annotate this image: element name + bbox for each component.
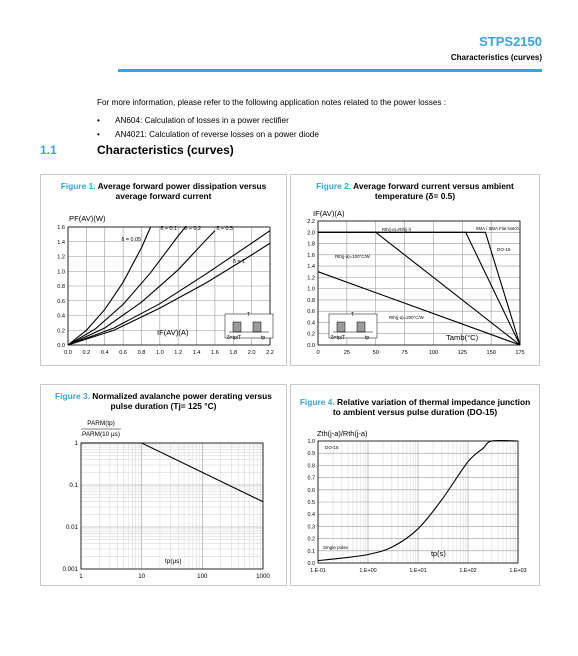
x-tick-label: 1.E+03: [509, 568, 527, 574]
y-tick-label: 1: [74, 440, 78, 447]
figure-2-number: Figure 2.: [316, 181, 352, 191]
curve-label: DO-15: [325, 445, 339, 450]
y-tick-label: 0.5: [307, 500, 315, 506]
figure-1-panel: [40, 174, 287, 366]
x-tick-label: 1: [79, 573, 83, 580]
figure-1-chart: [41, 175, 286, 365]
x-axis-title: tp(s): [431, 549, 446, 558]
pulse-formula-label: δ=tp/T: [331, 335, 346, 341]
y-axis-title-denominator: PARM(10 µs): [81, 431, 121, 438]
pulse-formula-label: δ=tp/T: [227, 335, 242, 341]
pulse-block: [233, 322, 241, 332]
x-tick-label: 0.0: [64, 350, 72, 356]
y-tick-label: 0.6: [307, 309, 315, 316]
section-title: Characteristics (curves): [97, 143, 234, 157]
figure-3-chart: [41, 385, 286, 585]
y-tick-label: 0.0: [307, 561, 315, 567]
figure-4-chart: [291, 385, 539, 585]
figure-4-number: Figure 4.: [299, 397, 335, 407]
x-tick-label: 1.E+02: [459, 568, 477, 574]
figure-4-title-line2: to ambient versus pulse duration (DO-15): [332, 407, 498, 417]
x-tick-label: 100: [428, 350, 439, 356]
curve-label: SMA / SMA Flat Notch: [475, 226, 519, 231]
y-tick-label: 1.0: [307, 286, 315, 293]
x-tick-label: 1.4: [192, 350, 201, 356]
pulse-block: [337, 322, 345, 332]
y-axis-title-numerator: PARM(tp): [87, 420, 115, 427]
pulse-block: [357, 322, 365, 332]
y-tick-label: 2.2: [307, 219, 315, 225]
y-tick-label: 0.8: [57, 284, 65, 290]
y-tick-label: 0.9: [307, 451, 315, 458]
figure-3-number: Figure 3.: [55, 391, 90, 401]
y-tick-label: 0.6: [307, 487, 315, 494]
x-tick-label: 50: [372, 350, 379, 356]
x-tick-label: 1.E+01: [409, 568, 427, 574]
x-tick-label: 2.0: [247, 350, 256, 356]
x-axis-title: tp(µs): [165, 558, 182, 565]
x-tick-label: 25: [343, 350, 350, 356]
figure-2-title-line1: Average forward current versus ambient: [353, 181, 514, 191]
y-axis-title: IF(AV)(A): [313, 209, 345, 218]
y-tick-label: 0.01: [65, 524, 78, 531]
intro-paragraph: For more information, please refer to the following application notes related to the power losses :: [97, 98, 447, 107]
y-tick-label: 1.0: [57, 269, 65, 276]
y-tick-label: 0.4: [307, 320, 315, 327]
x-tick-label: 1.0: [155, 350, 164, 356]
pulse-block: [253, 322, 261, 332]
y-tick-label: 0.8: [307, 297, 315, 304]
y-tick-label: 0.1: [69, 482, 78, 489]
y-tick-label: 0.6: [57, 298, 65, 305]
figure-3-title-line2: pulse duration (Tj= 125 °C): [110, 401, 217, 411]
x-axis-title: IF(AV)(A): [157, 328, 189, 337]
x-tick-label: 0.8: [137, 350, 146, 356]
y-tick-label: 2.0: [307, 230, 315, 237]
figure-3-panel: [40, 384, 287, 586]
figure-2-panel: [290, 174, 540, 366]
x-tick-label: 10: [138, 573, 146, 580]
x-tick-label: 175: [515, 350, 525, 356]
figure-2-title-line2: temperature (δ= 0.5): [374, 191, 456, 201]
x-tick-label: 1.8: [229, 350, 238, 356]
x-tick-label: 100: [197, 573, 208, 580]
curve-label: Rth(j-a)=200°C/W: [389, 315, 424, 320]
x-tick-label: 0.4: [100, 350, 109, 356]
y-tick-label: 1.0: [307, 439, 315, 445]
x-tick-label: 2.2: [266, 350, 274, 356]
curve-label: Rth(j-a)=100°C/W: [335, 254, 370, 259]
y-tick-label: 0.7: [307, 475, 315, 482]
duty-cycle-label: δ = 0.2: [184, 226, 201, 232]
x-tick-label: 0.6: [119, 350, 127, 356]
y-tick-label: 0.2: [57, 328, 65, 335]
plot-frame: [81, 443, 263, 569]
x-tick-label: 1000: [256, 573, 270, 580]
figure-1-title-line2: average forward current: [115, 191, 212, 201]
x-tick-label: 0.2: [82, 350, 91, 356]
figure-2-chart: [291, 175, 539, 365]
y-axis-title: PF(AV)(W): [69, 214, 106, 223]
y-tick-label: 1.6: [307, 252, 315, 259]
pulse-period-label: T: [247, 312, 251, 318]
y-tick-label: 1.6: [57, 225, 65, 231]
document-title: STPS2150: [479, 34, 542, 49]
section-number: 1.1: [40, 143, 57, 157]
y-tick-label: 0.4: [307, 512, 315, 519]
y-tick-label: 1.4: [57, 239, 65, 246]
y-tick-label: 0.8: [307, 463, 315, 470]
pulse-width-label: tp: [365, 335, 370, 341]
figure-1-number: Figure 1.: [60, 181, 96, 191]
y-tick-label: 0.001: [62, 566, 78, 573]
y-tick-label: 0.0: [307, 343, 315, 349]
duty-cycle-label: δ = 0.05: [121, 237, 141, 243]
curve-label: Single pulse: [323, 545, 349, 550]
bullet-mark: •: [97, 116, 100, 125]
x-tick-label: 1.2: [174, 350, 183, 356]
header-rule: [118, 69, 542, 72]
x-tick-label: 125: [457, 350, 467, 356]
x-tick-label: 1.E+00: [359, 568, 377, 574]
y-tick-label: 1.2: [307, 275, 315, 282]
duty-cycle-label: δ = 0.1: [160, 226, 177, 232]
x-tick-label: 1.6: [211, 350, 219, 356]
figure-4-title-line1: Relative variation of thermal impedance junction: [337, 397, 531, 407]
x-axis-title: Tamb(°C): [446, 333, 479, 342]
duty-cycle-label: δ = 1: [232, 259, 245, 265]
pulse-period-label: T: [351, 312, 355, 318]
x-tick-label: 150: [486, 350, 496, 356]
y-tick-label: 0.3: [307, 524, 315, 531]
document-subtitle: Characteristics (curves): [450, 53, 542, 62]
y-tick-label: 0.1: [307, 548, 315, 555]
bullet-item: [97, 130, 319, 139]
duty-cycle-label: δ = 0.5: [216, 226, 233, 232]
y-tick-label: 0.4: [57, 313, 65, 320]
bullet-text: AN604: Calculation of losses in a power rectifier: [115, 116, 289, 125]
y-axis-title: Zth(j-a)/Rth(j-a): [317, 429, 368, 438]
pulse-width-label: tp: [261, 335, 266, 341]
y-tick-label: 0.2: [307, 536, 315, 543]
y-tick-label: 1.4: [307, 264, 315, 271]
bullet-text: AN4021: Calculation of reverse losses on a power diode: [115, 130, 319, 139]
y-tick-label: 0.2: [307, 331, 315, 338]
bullet-mark: •: [97, 130, 100, 139]
y-tick-label: 1.8: [307, 241, 315, 248]
bullet-item: [97, 116, 289, 125]
x-tick-label: 1.E-01: [310, 568, 326, 574]
curve-label: Rth(j-a)=Rth(j-l): [382, 227, 411, 232]
figure-4-panel: [290, 384, 540, 586]
x-tick-label: 0: [316, 350, 320, 356]
y-tick-label: 1.2: [57, 254, 65, 261]
curve-label: DO-15: [497, 247, 511, 252]
y-tick-label: 0.0: [57, 343, 65, 349]
figure-3-title-line1: Normalized avalanche power derating versus: [92, 391, 272, 401]
figure-1-title-line1: Average forward power dissipation versus: [97, 181, 267, 191]
x-tick-label: 75: [401, 350, 408, 356]
